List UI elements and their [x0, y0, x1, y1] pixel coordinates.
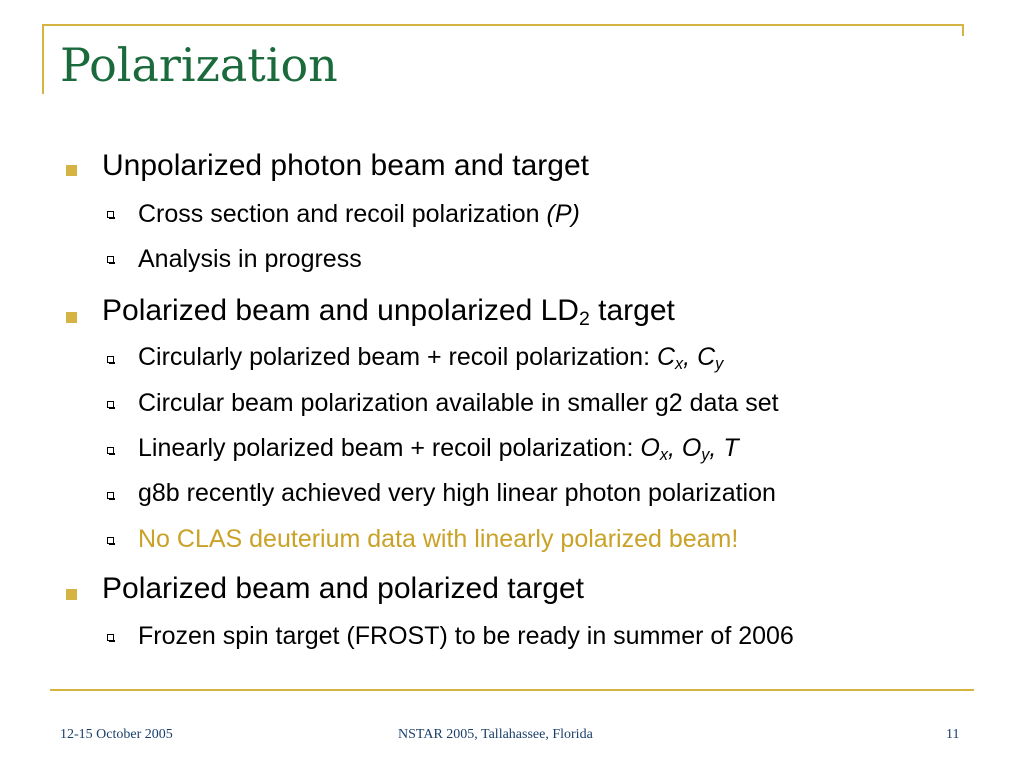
bullet-polarized-beam-unpolarized-target: Polarized beam and unpolarized $LD_2$ target	[102, 294, 675, 330]
sub-bullet-no-clas-data: No CLAS deuterium data with linearly polarized beam!	[138, 525, 739, 553]
sub-bullet-circular-g2: Circular beam polarization available in smaller g2 data set	[138, 389, 779, 417]
square-bullet-icon	[66, 589, 77, 600]
footer-rule	[50, 689, 974, 691]
hollow-square-bullet-icon	[107, 356, 114, 363]
hollow-square-bullet-icon	[107, 401, 114, 408]
footer-date: 12-15 October 2005	[60, 727, 173, 742]
square-bullet-icon	[66, 312, 77, 323]
hollow-square-bullet-icon	[107, 492, 114, 499]
bullet-polarized-beam-polarized-target: Polarized beam and polarized target	[102, 572, 584, 605]
sub-bullet-frost: Frozen spin target (FROST) to be ready in summer of 2006	[138, 622, 794, 650]
hollow-square-bullet-icon	[107, 634, 114, 641]
sub-bullet-cross-section: Cross section and recoil polarization (P)	[138, 200, 580, 228]
bullet-unpolarized-beam-target: Unpolarized photon beam and target	[102, 149, 590, 182]
sub-bullet-linear-recoil: Linearly polarized beam + recoil polarization: $O_x$, $O_y$, T	[138, 434, 739, 465]
slide-title: Polarization	[60, 38, 338, 92]
sub-bullet-analysis: Analysis in progress	[138, 245, 362, 273]
hollow-square-bullet-icon	[107, 537, 114, 544]
footer-page-number: 11	[946, 727, 960, 742]
footer-event: NSTAR 2005, Tallahassee, Florida	[398, 727, 593, 742]
square-bullet-icon	[66, 165, 77, 176]
hollow-square-bullet-icon	[107, 447, 114, 454]
hollow-square-bullet-icon	[107, 211, 114, 218]
sub-bullet-g8b: g8b recently achieved very high linear photon polarization	[138, 479, 776, 507]
hollow-square-bullet-icon	[107, 256, 114, 263]
sub-bullet-circular-recoil: Circularly polarized beam + recoil polarization: $C_x$, $C_y$	[138, 343, 724, 374]
